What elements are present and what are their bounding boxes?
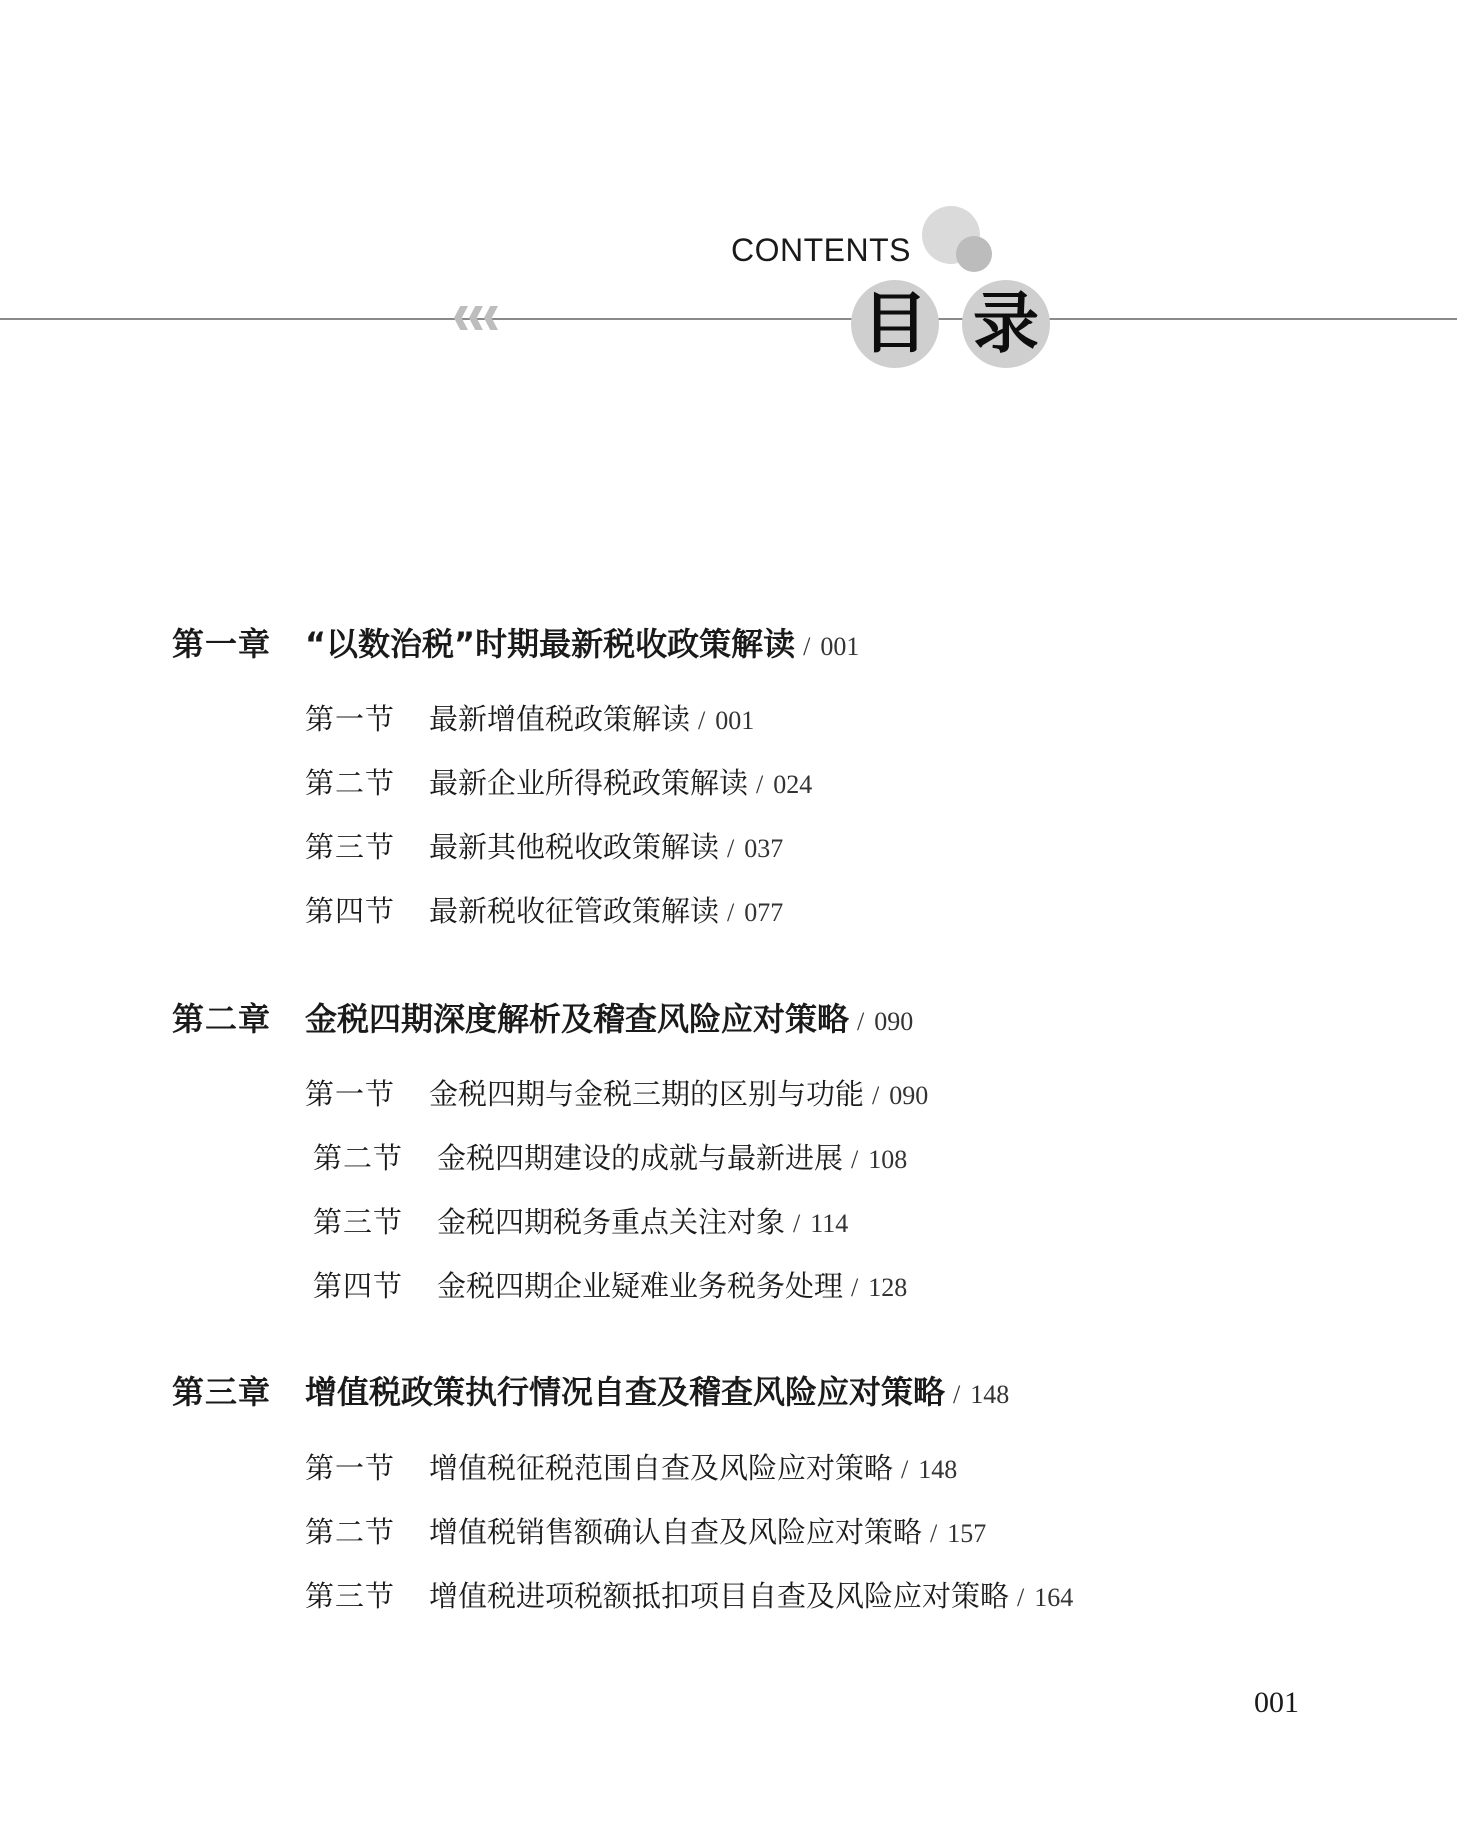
section-number: 第一节 [305,702,396,736]
page-separator: / [1017,1583,1025,1612]
decorative-circle [956,236,992,272]
toc-chapter-3[interactable] [172,1367,1009,1417]
section-number: 第三节 [313,1205,404,1239]
section-page: 024 [773,770,813,799]
section-number: 第一节 [305,1451,396,1485]
header-rule [0,318,1457,320]
toc-chapter-2[interactable] [172,994,913,1044]
section-title: 增值税销售额确认自查及风险应对策略 [429,1515,923,1549]
section-page: 037 [744,834,784,863]
chapter-title: 金税四期深度解析及稽查风险应对策略 [305,1000,850,1038]
section-title: 金税四期与金税三期的区别与功能 [429,1077,865,1111]
page-separator: / [727,834,735,863]
toc-section[interactable] [305,697,754,741]
section-page: 090 [889,1081,929,1110]
section-page: 077 [744,898,784,927]
section-number: 第二节 [305,766,396,800]
toc-section[interactable] [305,1510,986,1554]
chapter-page: 090 [874,1007,914,1036]
section-number: 第三节 [305,830,396,864]
chapter-number: 第二章 [172,1000,272,1038]
page-separator: / [727,898,735,927]
title-char-lu: 录 [973,285,1039,362]
page-separator: / [851,1145,859,1174]
toc-chapter-1[interactable] [172,619,859,669]
section-title: 最新税收征管政策解读 [429,894,720,928]
title-circle-1 [851,280,939,368]
title-circle-2 [962,280,1050,368]
toc-section[interactable] [313,1136,907,1180]
toc-section[interactable] [305,1072,928,1116]
page-separator: / [793,1209,801,1238]
chapter-page: 001 [820,632,860,661]
section-title: 最新企业所得税政策解读 [429,766,749,800]
page-separator: / [901,1455,909,1484]
section-number: 第一节 [305,1077,396,1111]
section-title: 金税四期建设的成就与最新进展 [437,1141,844,1175]
section-title: 增值税征税范围自查及风险应对策略 [429,1451,894,1485]
page-number: 001 [1254,1686,1299,1719]
section-title: 金税四期税务重点关注对象 [437,1205,786,1239]
toc-section[interactable] [305,1446,957,1490]
chapter-title: “以数治税”时期最新税收政策解读 [305,625,796,663]
section-title: 最新其他税收政策解读 [429,830,720,864]
page-separator: / [930,1519,938,1548]
toc-section[interactable] [305,761,812,805]
section-number: 第二节 [313,1141,404,1175]
section-title: 金税四期企业疑难业务税务处理 [437,1269,844,1303]
page-separator: / [756,770,764,799]
page-separator: / [803,632,811,661]
chapter-number: 第一章 [172,625,272,663]
page-separator: / [857,1007,865,1036]
section-page: 001 [715,706,755,735]
page-separator: / [698,706,706,735]
contents-header [0,0,1457,380]
contents-label: CONTENTS [731,232,911,268]
toc-section[interactable] [305,1574,1073,1618]
page-separator: / [872,1081,880,1110]
chapter-number: 第三章 [172,1373,272,1411]
section-title: 增值税进项税额抵扣项目自查及风险应对策略 [429,1579,1010,1613]
section-page: 108 [868,1145,908,1174]
section-page: 148 [918,1455,958,1484]
toc-section[interactable] [313,1264,907,1308]
section-page: 114 [810,1209,849,1238]
title-char-mu: 目 [862,285,928,362]
section-page: 157 [947,1519,987,1548]
section-page: 164 [1034,1583,1074,1612]
section-title: 最新增值税政策解读 [429,702,691,736]
section-number: 第三节 [305,1579,396,1613]
page-separator: / [953,1380,961,1409]
section-number: 第四节 [305,894,396,928]
page-separator: / [851,1273,859,1302]
toc-section[interactable] [313,1200,848,1244]
section-number: 第二节 [305,1515,396,1549]
toc-section[interactable] [305,889,783,933]
section-page: 128 [868,1273,908,1302]
toc-section[interactable] [305,825,783,869]
chapter-title: 增值税政策执行情况自查及稽查风险应对策略 [305,1373,946,1411]
section-number: 第四节 [313,1269,404,1303]
chapter-page: 148 [970,1380,1010,1409]
